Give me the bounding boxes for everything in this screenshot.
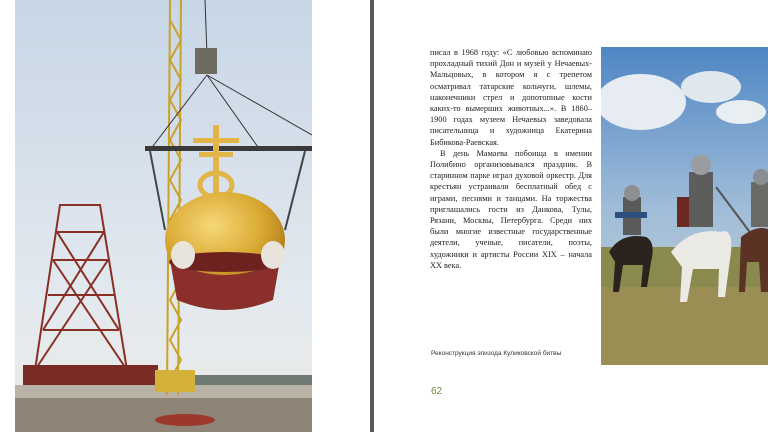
- paragraph: В день Мамаева побоища в имении Полибино организовывался праздник. В старинном парке играл духовой оркестр. Для крестьян устраивали бесплатный обед с играми, песнями и танцами. На торжества приглашались гости из Данкова, Тулы, Рязани, Москвы, Петербурга. Среди них были многие известные государственные деятели, ученые, писатели, поэты, художники и артисты России XIX – начала XX века.: [430, 148, 592, 270]
- page-number: 62: [431, 386, 443, 397]
- photo-dome-construction: [15, 0, 312, 432]
- paragraph: писал в 1968 году: «С любовью вспоминаю прохладный тихий Дон и музей у Нечаевых-Мальцовых, в котором я с трепетом осматривал татарские кольчуги, шлемы, наконечники стрел и допотопные кости каких-то вымерших животных...». В 1860–1900 годах музеем Нечаевых заведовала писательница и художница Екатерина Бибикова-Раевская.: [430, 48, 592, 147]
- left-page: [0, 0, 370, 432]
- photo-caption: Реконструкция эпизода Куликовской битвы: [431, 350, 562, 357]
- body-text: [430, 47, 592, 271]
- photo-battle-reenactment: [601, 47, 768, 365]
